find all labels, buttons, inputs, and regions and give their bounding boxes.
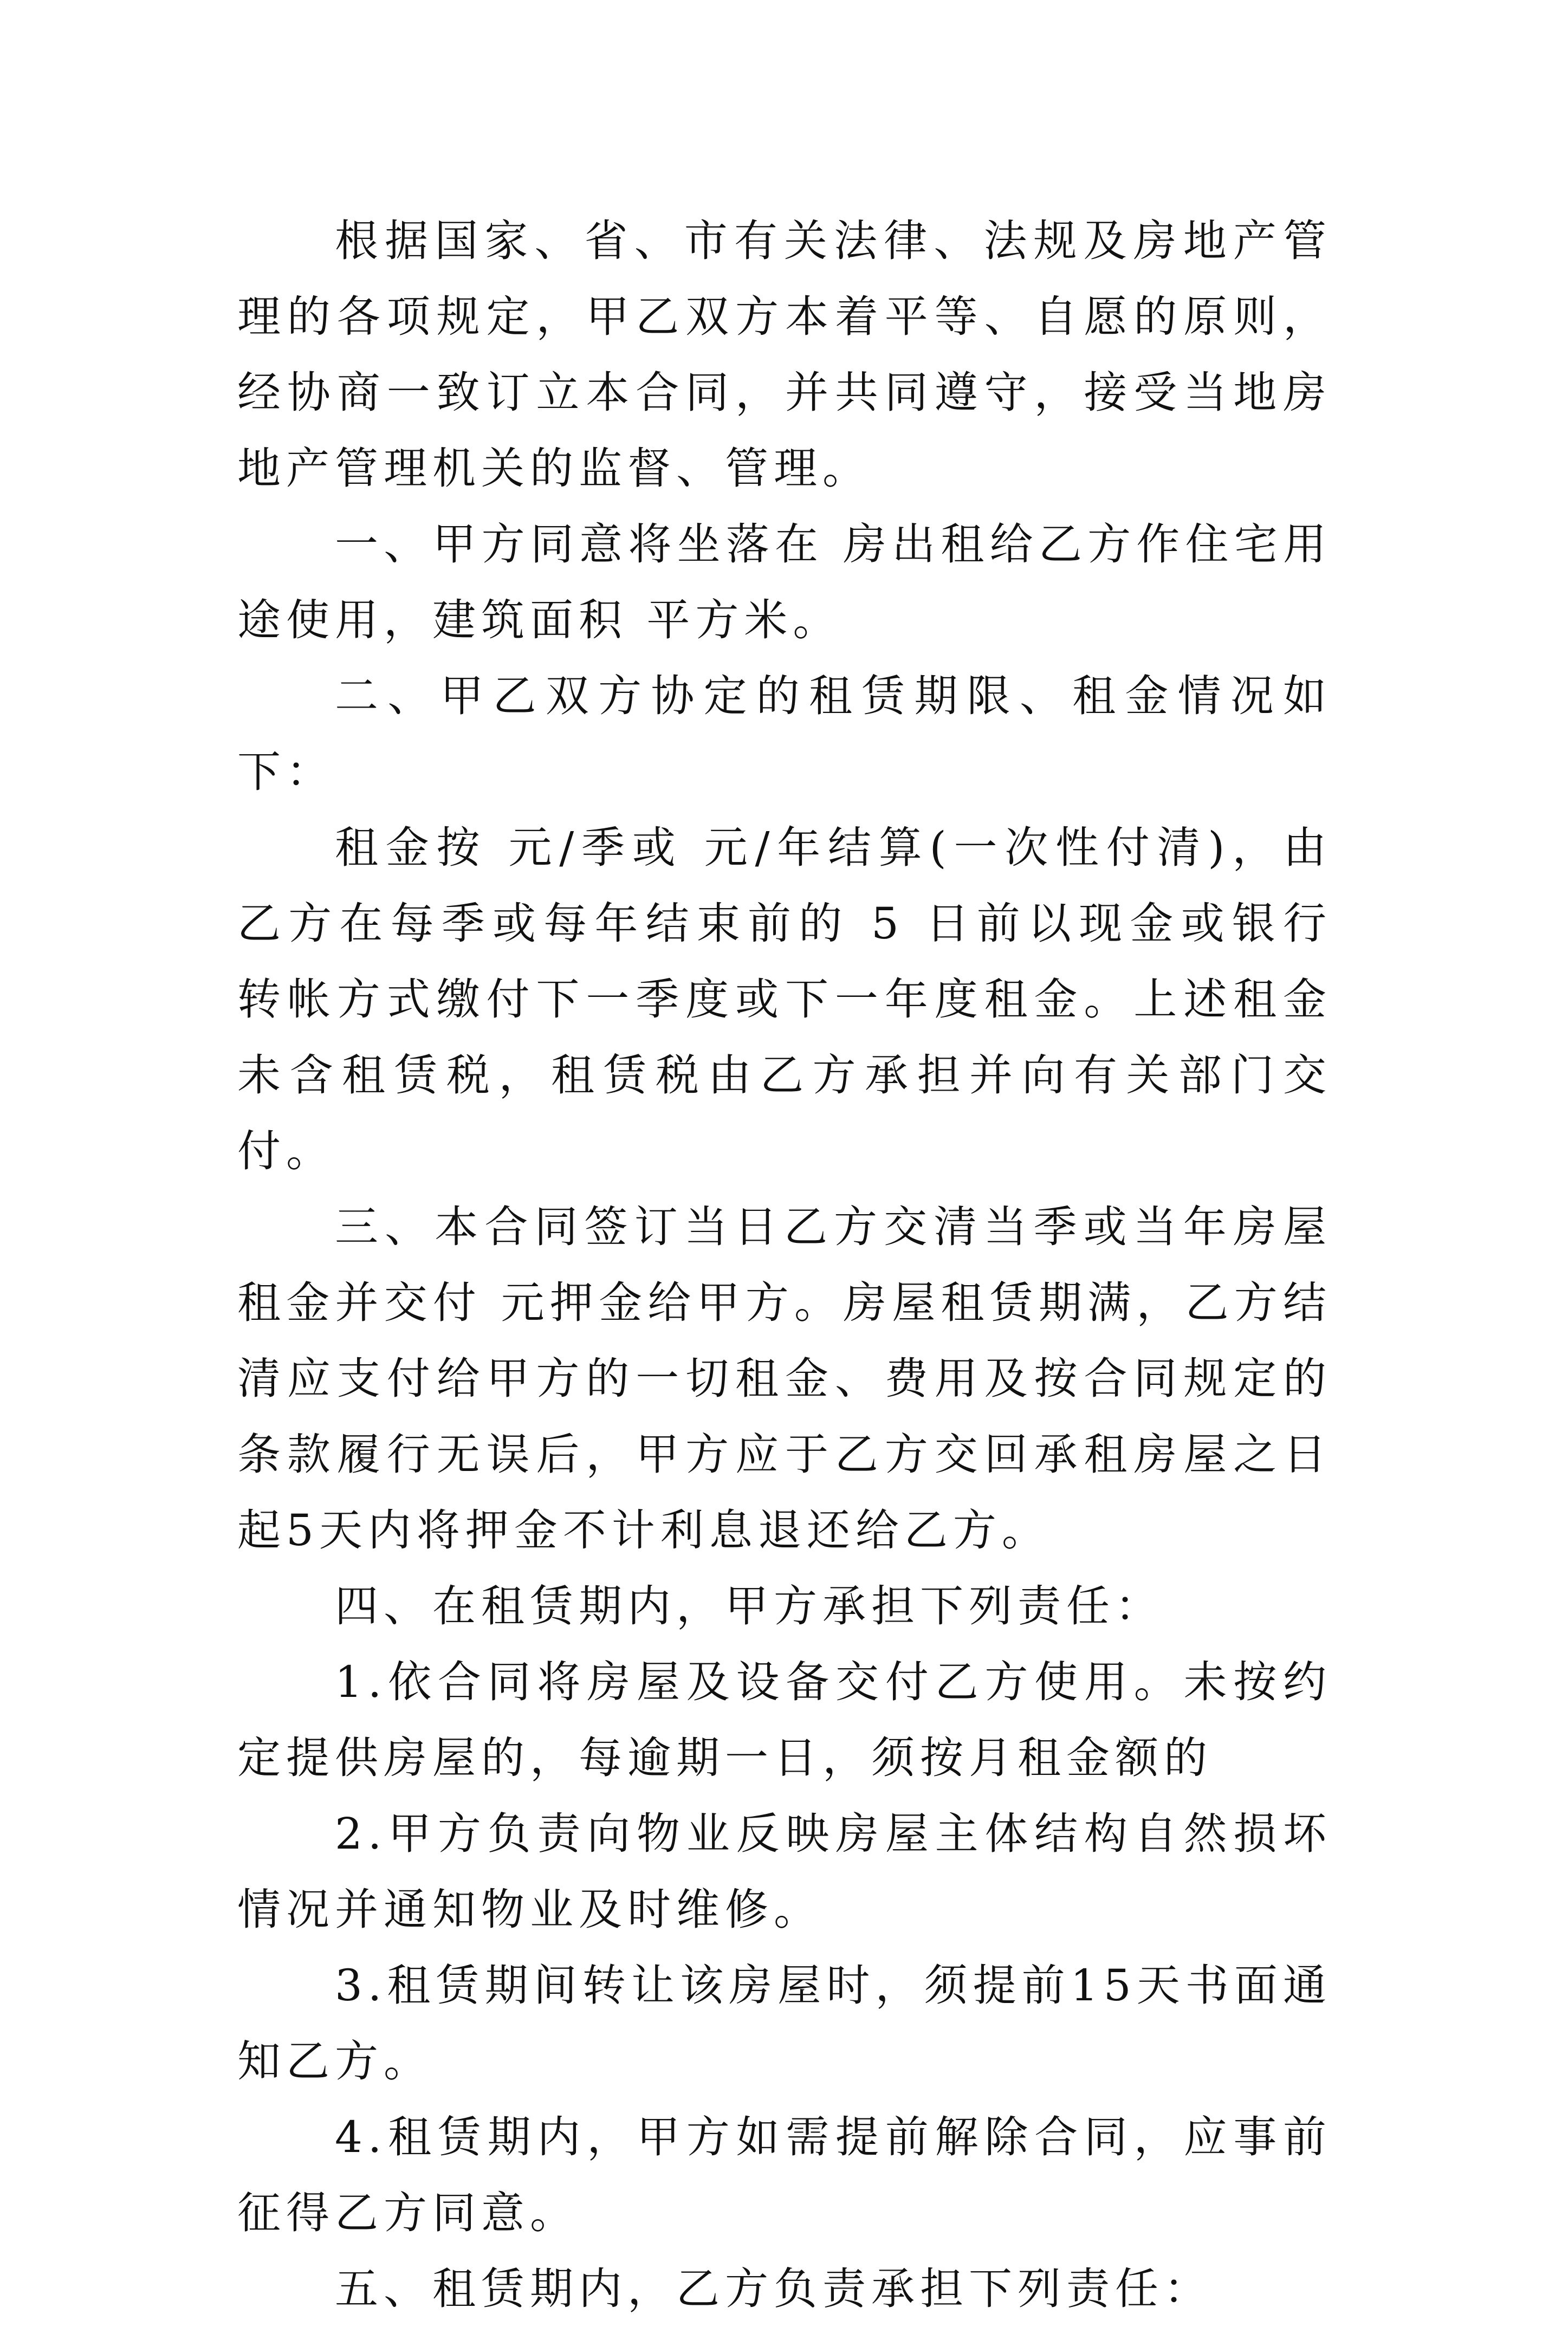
paragraph-item-1: 1.依合同将房屋及设备交付乙方使用。未按约定提供房屋的，每逾期一日，须按月租金额的	[237, 1657, 1332, 1783]
paragraph-item-2: 2.甲方负责向物业反映房屋主体结构自然损坏情况并通知物业及时维修。	[237, 1809, 1332, 1935]
contract-body	[237, 203, 1332, 2327]
paragraph-rent-terms: 租金按 元/季或 元/年结算(一次性付清)，由乙方在每季或每年结束前的 5 日前以现金或银行转帐方式缴付下一季度或下一年度租金。上述租金未含租赁税，租赁税由乙方承担并向有关部门交付。	[237, 822, 1332, 1176]
paragraph-clause-3: 三、本合同签订当日乙方交清当季或当年房屋租金并交付 元押金给甲方。房屋租赁期满，乙方结清应支付给甲方的一切租金、费用及按合同规定的条款履行无误后，甲方应于乙方交回承租房屋之日起5天内将押金不计利息退还给乙方。	[237, 1202, 1332, 1555]
paragraph-clause-1: 一、甲方同意将坐落在 房出租给乙方作住宅用途使用，建筑面积 平方米。	[237, 519, 1332, 645]
paragraph-clause-2: 二、甲乙双方协定的租赁期限、租金情况如下：	[237, 671, 1332, 797]
paragraph-item-3: 3.租赁期间转让该房屋时，须提前15天书面通知乙方。	[237, 1960, 1332, 2086]
paragraph-item-4: 4.租赁期内，甲方如需提前解除合同，应事前征得乙方同意。	[237, 2112, 1332, 2238]
paragraph-clause-5: 五、租赁期内，乙方负责承担下列责任：	[335, 2264, 1213, 2314]
paragraph-clause-4: 四、在租赁期内，甲方承担下列责任：	[335, 1581, 1164, 1631]
paragraph-preamble: 根据国家、省、市有关法律、法规及房地产管理的各项规定，甲乙双方本着平等、自愿的原则，经协商一致订立本合同，并共同遵守，接受当地房地产管理机关的监督、管理。	[237, 216, 1332, 494]
